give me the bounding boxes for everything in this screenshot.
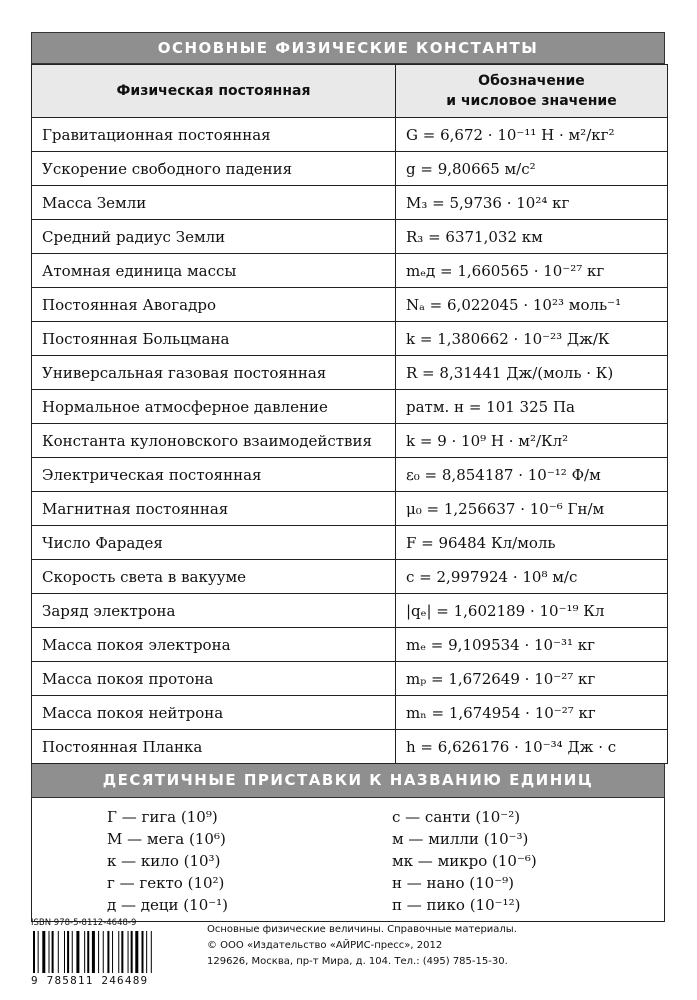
constant-value-text: h = 6,626176 · 10⁻³⁴ Дж · с (406, 737, 617, 756)
table-row (32, 696, 668, 730)
constant-value (396, 356, 668, 390)
constant-value-text: k = 1,380662 · 10⁻²³ Дж/К (406, 329, 610, 348)
table-row (32, 730, 668, 764)
table-row (32, 662, 668, 696)
constant-value-text: μ₀ = 1,256637 · 10⁻⁶ Гн/м (406, 499, 605, 518)
barcode-number: 9 785811 246489 (31, 974, 149, 987)
table-row (32, 458, 668, 492)
constant-value-text: pатм. н = 101 325 Па (406, 397, 575, 416)
constant-value-text: R = 8,31441 Дж/(моль · К) (406, 363, 614, 382)
constant-value-text: mₑ = 9,109534 · 10⁻³¹ кг (406, 635, 596, 654)
table-row (32, 526, 668, 560)
constant-value (396, 220, 668, 254)
constant-name: Масса покоя электрона (32, 628, 396, 662)
constant-value (396, 696, 668, 730)
constant-value (396, 560, 668, 594)
column-header-value (396, 65, 668, 118)
prefix-item: д — деци (10⁻¹) (107, 896, 229, 914)
table-row (32, 560, 668, 594)
table-row (32, 186, 668, 220)
constants-table (31, 64, 668, 764)
constant-value-text: k = 9 · 10⁹ Н · м²/Кл² (406, 431, 569, 450)
table-row (32, 492, 668, 526)
constants-sheet (31, 32, 665, 922)
table-row (32, 628, 668, 662)
constant-value (396, 662, 668, 696)
constant-value (396, 288, 668, 322)
table-row (32, 254, 668, 288)
column-header-value-line2: и числовое значение (446, 93, 617, 109)
constant-value (396, 492, 668, 526)
constant-name: Постоянная Больцмана (32, 322, 396, 356)
prefix-item: н — нано (10⁻⁹) (392, 874, 514, 892)
constant-name: Скорость света в вакууме (32, 560, 396, 594)
constant-name: Постоянная Планка (32, 730, 396, 764)
constant-name: Постоянная Авогадро (32, 288, 396, 322)
constant-value-text: mₑд = 1,660565 · 10⁻²⁷ кг (406, 261, 605, 280)
constant-value (396, 254, 668, 288)
table-title: ОСНОВНЫЕ ФИЗИЧЕСКИЕ КОНСТАНТЫ (31, 32, 665, 64)
prefix-item: мк — микро (10⁻⁶) (392, 852, 537, 870)
constant-name: Гравитационная постоянная (32, 118, 396, 152)
constant-value-text: Nₐ = 6,022045 · 10²³ моль⁻¹ (406, 295, 622, 314)
prefix-item: к — кило (10³) (107, 852, 221, 870)
table-row (32, 424, 668, 458)
constant-value-text: F = 96484 Кл/моль (406, 533, 556, 552)
constant-value-text: G = 6,672 · 10⁻¹¹ Н · м²/кг² (406, 125, 615, 144)
constant-name: Масса покоя протона (32, 662, 396, 696)
prefixes-right-column (392, 806, 537, 916)
constant-value (396, 526, 668, 560)
prefix-item: п — пико (10⁻¹²) (392, 896, 521, 914)
publisher-line-1: Основные физические величины. Справочные материалы. (207, 924, 517, 935)
constant-name: Электрическая постоянная (32, 458, 396, 492)
table-row (32, 594, 668, 628)
footer (31, 918, 665, 988)
table-row (32, 220, 668, 254)
column-header-constant: Физическая постоянная (32, 65, 396, 118)
prefix-item: м — милли (10⁻³) (392, 830, 529, 848)
table-row (32, 152, 668, 186)
constant-name: Универсальная газовая постоянная (32, 356, 396, 390)
constant-value-text: g = 9,80665 м/с² (406, 159, 536, 178)
constant-value-text: |qₑ| = 1,602189 · 10⁻¹⁹ Кл (406, 601, 605, 620)
constant-value-text: c = 2,997924 · 10⁸ м/с (406, 567, 578, 586)
constant-value (396, 730, 668, 764)
prefix-item: М — мега (10⁶) (107, 830, 226, 848)
barcode-image (31, 931, 181, 973)
prefixes-box (31, 798, 665, 922)
constant-value-text: R₃ = 6371,032 км (406, 227, 543, 246)
table-header-row (32, 65, 668, 118)
publisher-info (207, 922, 517, 970)
prefix-item: г — гекто (10²) (107, 874, 225, 892)
column-header-value-line1: Обозначение (478, 73, 585, 89)
prefixes-left-column (107, 806, 228, 916)
publisher-line-3: 129626, Москва, пр-т Мира, д. 104. Тел.: (495) 785-15-30. (207, 956, 508, 967)
constant-value (396, 390, 668, 424)
constant-name: Число Фарадея (32, 526, 396, 560)
constant-name: Масса покоя нейтрона (32, 696, 396, 730)
constant-value (396, 424, 668, 458)
constant-name: Нормальное атмосферное давление (32, 390, 396, 424)
table-row (32, 288, 668, 322)
constant-name: Заряд электрона (32, 594, 396, 628)
constant-value (396, 594, 668, 628)
constant-value-text: mₙ = 1,674954 · 10⁻²⁷ кг (406, 703, 596, 722)
constant-value-text: M₃ = 5,9736 · 10²⁴ кг (406, 193, 570, 212)
publisher-line-2: © ООО «Издательство «АЙРИС-пресс», 2012 (207, 940, 443, 951)
constant-name: Магнитная постоянная (32, 492, 396, 526)
prefix-item: с — санти (10⁻²) (392, 808, 521, 826)
table-row (32, 390, 668, 424)
constant-name: Константа кулоновского взаимодействия (32, 424, 396, 458)
constant-value-text: mₚ = 1,672649 · 10⁻²⁷ кг (406, 669, 596, 688)
isbn-label: ISBN 978-5-8112-4648-9 (31, 918, 137, 928)
constant-value (396, 628, 668, 662)
constant-name: Средний радиус Земли (32, 220, 396, 254)
constant-name: Масса Земли (32, 186, 396, 220)
table-row (32, 322, 668, 356)
prefix-item: Г — гига (10⁹) (107, 808, 218, 826)
constant-value (396, 118, 668, 152)
table-row (32, 118, 668, 152)
prefixes-title: ДЕСЯТИЧНЫЕ ПРИСТАВКИ К НАЗВАНИЮ ЕДИНИЦ (31, 764, 665, 798)
constant-name: Атомная единица массы (32, 254, 396, 288)
table-row (32, 356, 668, 390)
constant-value-text: ε₀ = 8,854187 · 10⁻¹² Ф/м (406, 465, 601, 484)
constant-value (396, 458, 668, 492)
constant-value (396, 152, 668, 186)
constant-name: Ускорение свободного падения (32, 152, 396, 186)
constant-value (396, 322, 668, 356)
constant-value (396, 186, 668, 220)
